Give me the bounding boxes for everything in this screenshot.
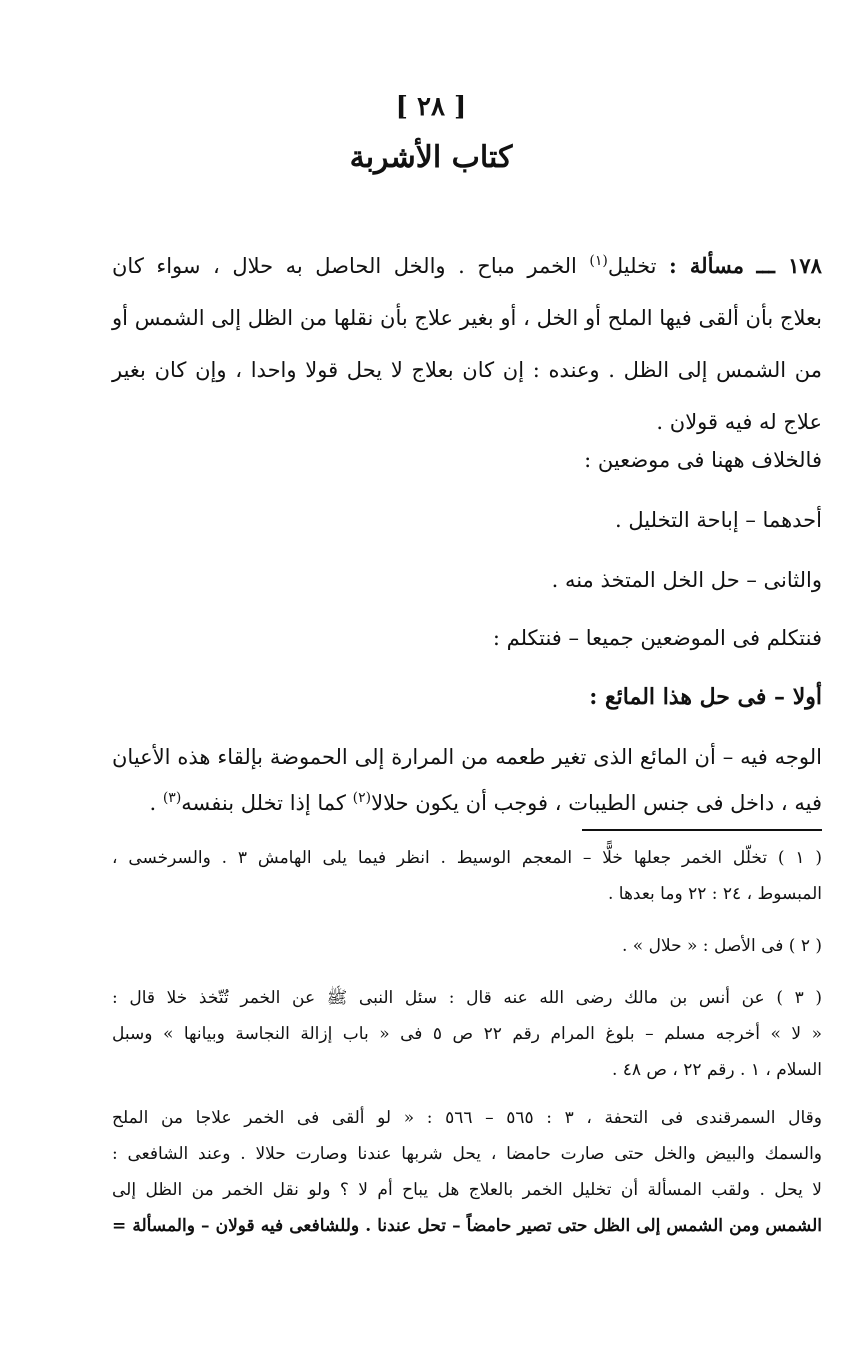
issue-text-rest: الخمر مباح . والخل الحاصل به حلال ، سواء كان — [112, 254, 577, 278]
reasoning-paragraph — [112, 734, 822, 826]
samarqandi-note — [112, 1100, 822, 1244]
issue-text-start: تخليل — [607, 254, 657, 278]
note-line-3: لا يحل . ولقب المسألة أن تخليل الخمر بالعلاج هل يباح أم لا ؟ ولو نقل الخمر من الظل إلى — [112, 1180, 822, 1200]
section-heading: أولا – فى حل هذا المائع : — [589, 684, 822, 710]
reasoning-text-a: فيه ، داخل فى جنس الطيبات ، فوجب أن يكون حلالا — [371, 791, 822, 815]
dispute-intro: فالخلاف ههنا فى موضعين : — [584, 448, 822, 472]
note-line-4: الشمس ومن الشمس إلى الظل حتى تصير حامضاً – تحل عندنا . وللشافعى فيه قولان – والمسألة = — [112, 1216, 822, 1236]
issue-line-1 — [112, 240, 822, 292]
reasoning-text-c: . — [149, 791, 157, 815]
footnote-2-line-1: ( ٢ ) فى الأصل : « حلال » . — [621, 936, 822, 956]
footnote-divider — [582, 829, 822, 831]
footnote-3 — [112, 980, 822, 1088]
footnote-3-line-2: « لا » أخرجه مسلم – بلوغ المرام رقم ٢٢ ص ٥ فى « باب إزالة النجاسة وبيانها » وسبل — [112, 1024, 822, 1044]
note-line-2: والسمك والبيض والخل حتى صارت حامضا ، يحل شربها عندنا وصارت حلالا . وعند الشافعى : — [112, 1144, 822, 1164]
footnote-ref-2: (٢) — [352, 790, 372, 806]
note-line-1: وقال السمرقندى فى التحفة ، ٣ : ٥٦٥ – ٥٦٦ : « لو ألقى فى الخمر علاجا من الملح — [112, 1108, 822, 1128]
chapter-title: كتاب الأشربة — [349, 140, 513, 175]
footnote-3-line-3: السلام ، ١ . رقم ٢٢ ، ص ٤٨ . — [611, 1060, 822, 1080]
footnote-1-line-1: ( ١ ) تخلّل الخمر جعلها خلًّا – المعجم الوسيط . انظر فيما يلى الهامش ٣ . والسرخسى ، — [112, 848, 822, 868]
issue-line-3: من الشمس إلى الظل . وعنده : إن كان بعلاج لا يحل قولا واحدا ، وإن كان بغير — [112, 358, 822, 382]
reasoning-line-2 — [112, 780, 822, 826]
reasoning-line-1: الوجه فيه – أن المائع الذى تغير طعمه من المرارة إلى الحموضة بإلقاء هذه الأعيان — [112, 745, 822, 769]
reasoning-text-b: كما إذا تخلل بنفسه — [181, 791, 346, 815]
point-second: والثانى – حل الخل المتخذ منه . — [551, 568, 822, 592]
issue-line-2: بعلاج بأن ألقى فيها الملح أو الخل ، أو بغير علاج بأن نقلها من الظل إلى الشمس أو — [112, 306, 822, 330]
footnote-3-line-1: ( ٣ ) عن أنس بن مالك رضى الله عنه قال : سئل النبى ﷺ عن الخمر تُتّخذ خلا قال : — [112, 988, 822, 1008]
issue-paragraph — [112, 240, 822, 448]
footnote-ref-3: (٣) — [162, 790, 182, 806]
footnote-1-line-2: المبسوط ، ٢٤ : ٢٢ وما بعدها . — [607, 884, 822, 904]
discuss-line: فنتكلم فى الموضعين جميعا – فنتكلم : — [492, 626, 822, 650]
footnote-1 — [112, 840, 822, 912]
issue-line-4: علاج له فيه قولان . — [656, 410, 822, 434]
issue-label: مسألة : — [669, 253, 744, 278]
issue-number: ١٧٨ ـــ — [756, 253, 822, 278]
chapter-number: [ ٢٨ ] — [395, 92, 467, 122]
point-first: أحدهما – إباحة التخليل . — [615, 508, 822, 532]
footnote-2 — [112, 928, 822, 964]
footnote-ref-1: (١) — [589, 253, 608, 269]
